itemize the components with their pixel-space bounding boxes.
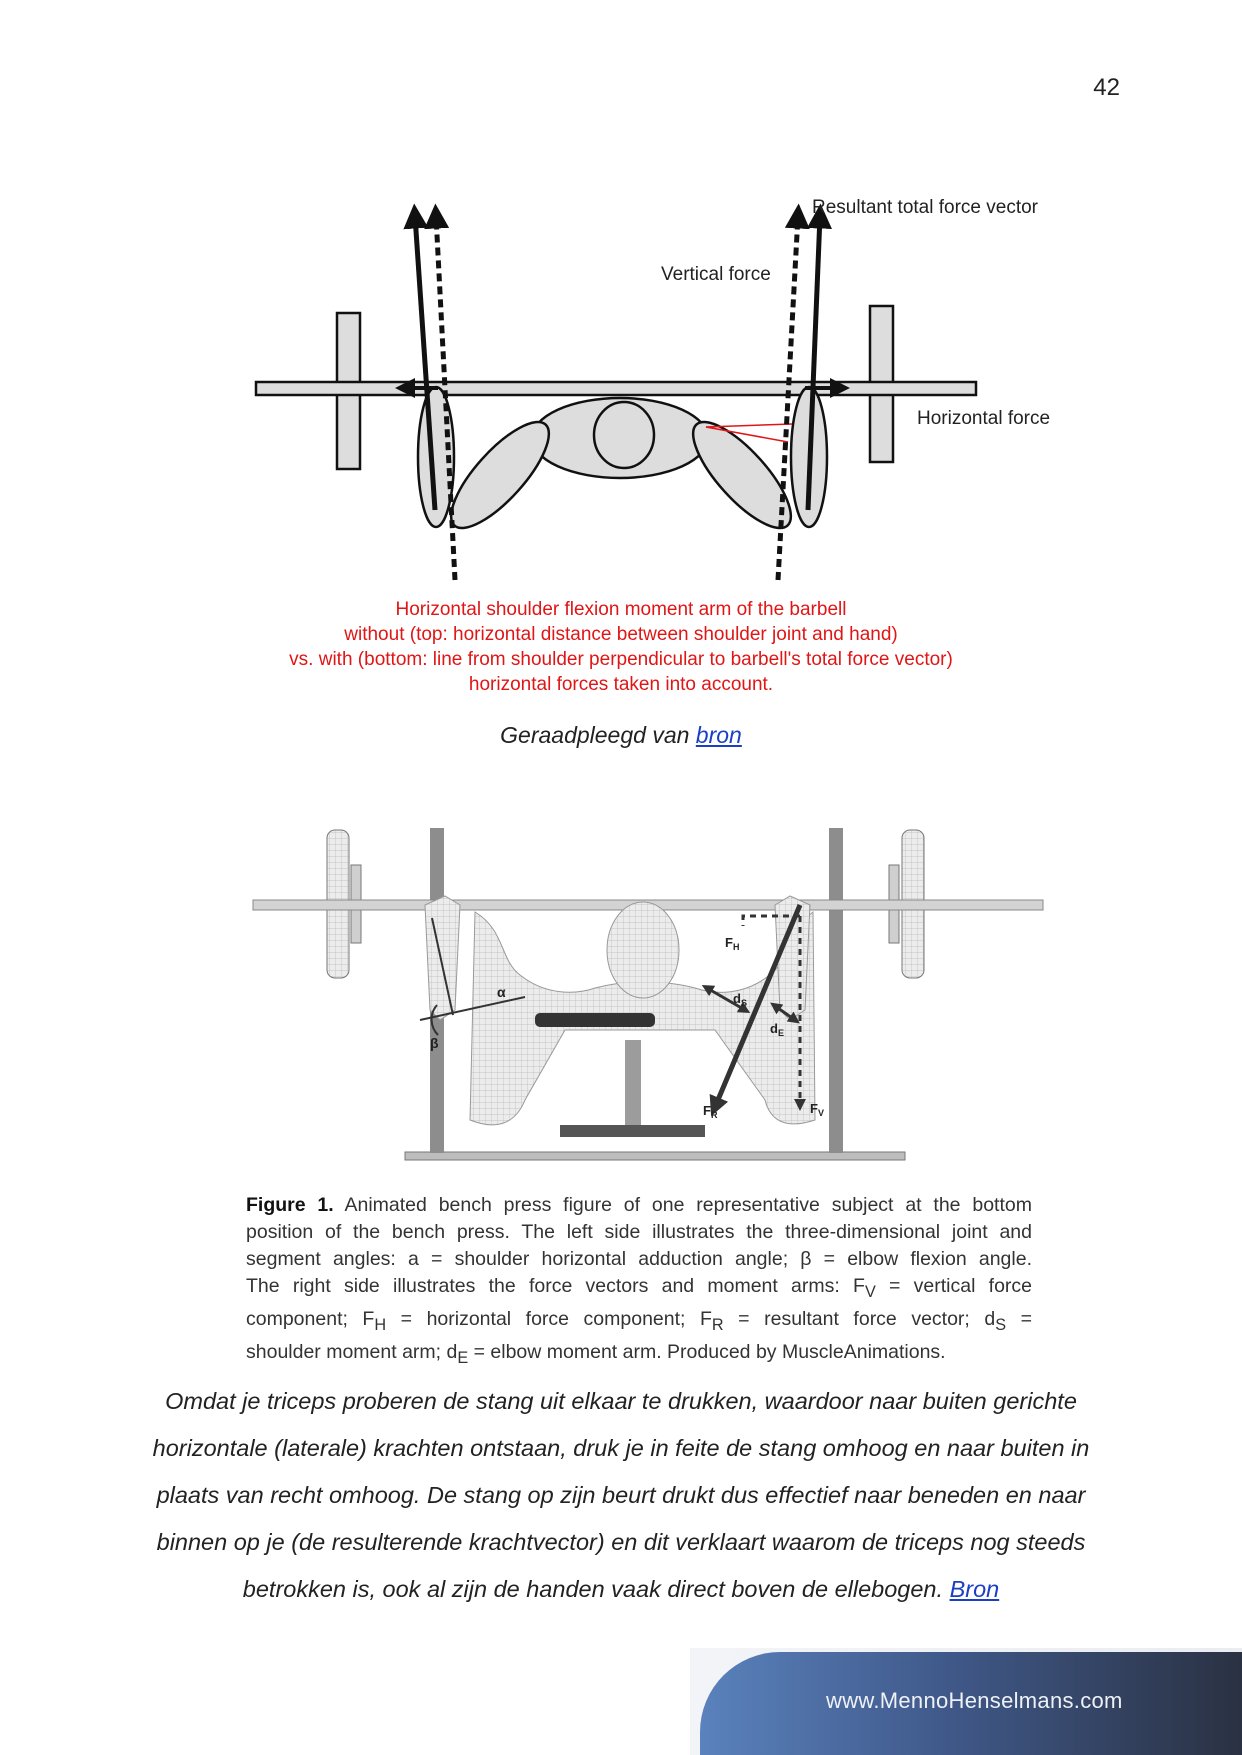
moment-arm-diagram [240,180,1100,590]
label-beta: β [430,1035,439,1051]
barbell [256,382,976,395]
bench-press-figure [245,820,1065,1180]
bron-link[interactable]: Bron [949,1576,1000,1602]
label-resultant: Resultant total force vector [812,197,1038,218]
label-fr: $F_R$ [703,1103,718,1120]
right-upright [829,828,843,1153]
label-horizontal: Horizontal force [917,408,1051,429]
label-fh: $F_H$ [725,935,740,952]
consulted-line: Geraadpleegd van bron [500,722,742,748]
footer-url: www.MennoHenselmans.com [826,1688,1123,1713]
label-ds: $d_S$ [733,991,747,1008]
label-fv: $F_V$ [810,1101,824,1118]
head [594,402,654,468]
bench-pad [535,1013,655,1027]
label-de: $d_E$ [770,1021,784,1038]
left-upper-arm [437,408,564,541]
body-paragraph: Omdat je triceps proberen de stang uit elkaar te drukken, waardoor naar buiten gerichte horizontale (laterale) krachten ontstaan, druk je in feite de stang omhoog en naar buiten in plaats van recht omhoog. De stang op zijn beurt drukt dus effectief naar beneden en naar binnen op je (de resulterende krachtvector) en dit verklaart waarom de triceps nog steeds betrokken is, ook al zijn de handen vaak direct boven de ellebogen. Bron [152,1388,1090,1602]
page-number: 42 [1093,74,1120,101]
figure-top-caption: Horizontal shoulder flexion moment arm of the barbell without (top: horizontal distance between shoulder joint and hand) vs. with (bottom: line from shoulder perpendicular to barbell's total force vector) horizontal forces taken into account. [289,599,953,695]
label-vertical: Vertical force [661,264,771,285]
right-upper-arm [679,408,806,541]
label-alpha: α [497,984,506,1000]
subject-head [607,902,679,998]
source-link[interactable]: bron [695,722,742,748]
figure-bottom-caption: Figure 1. Animated bench press figure of one representative subject at the bottom position of the bench press. The left side illustrates the three-dimensional joint and segment angles: a = shoulder horizontal adduction angle; β = elbow flexion angle. The right side illustrates the force vectors and moment arms: $F_V$ = vertical force component; $F_H$ = horizontal force component; $F_R$ = resultant force vector; $d_S$ = shoulder moment arm; $d_E$ = elbow moment arm. Produced by MuscleAnimations. [246,1194,1032,1367]
